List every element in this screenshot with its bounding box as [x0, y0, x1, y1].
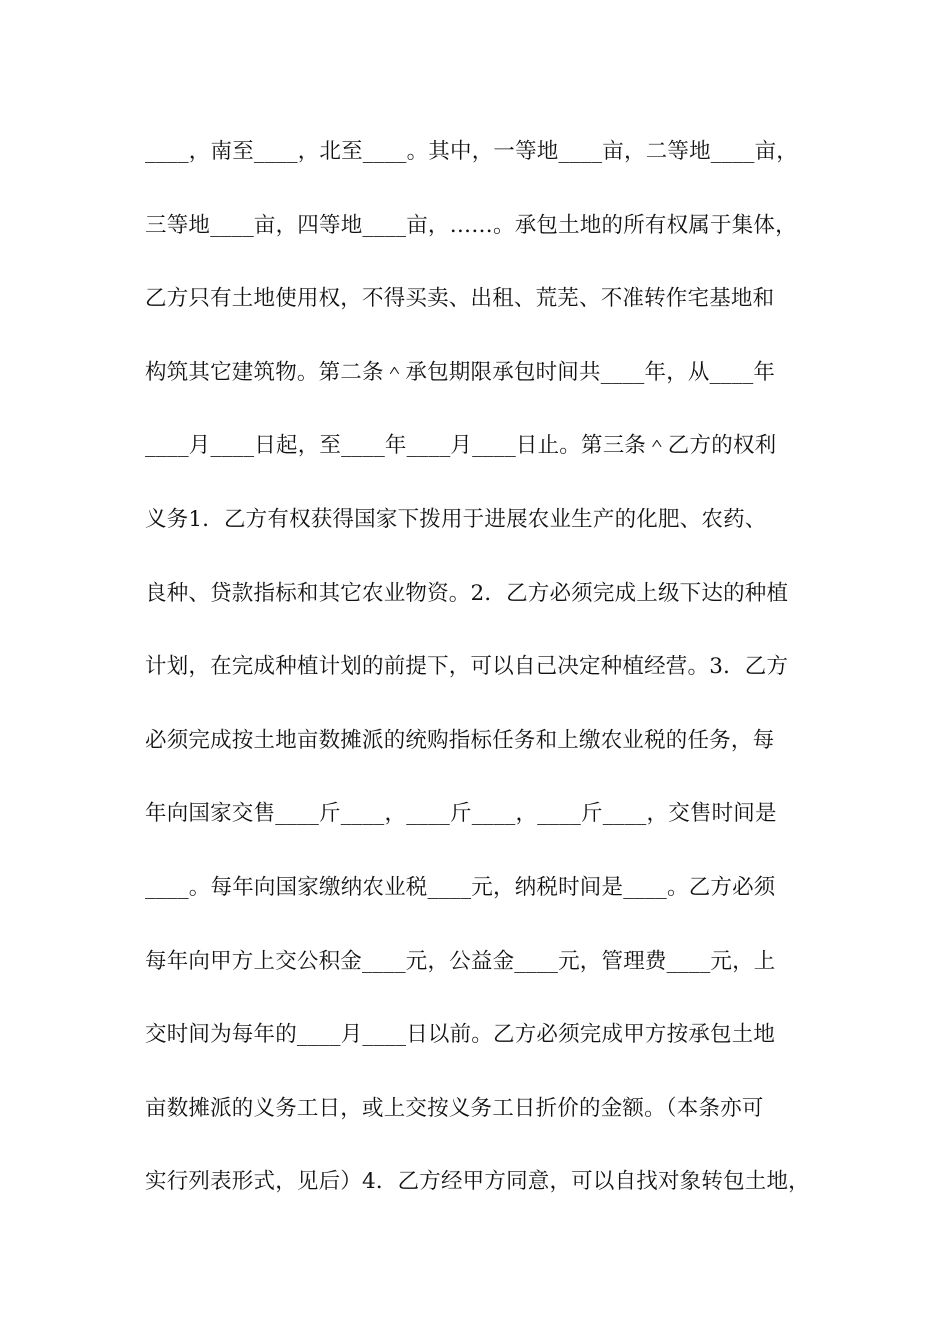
text-line: 良种、贷款指标和其它农业物资。2．乙方必须完成上级下达的种植 [145, 580, 789, 606]
contract-text-body [145, 130, 835, 1234]
text-line: 交时间为每年的____月____日以前。乙方必须完成甲方按承包土地 [145, 1022, 776, 1048]
text-line: 实行列表形式，见后）4．乙方经甲方同意，可以自找对象转包土地， [145, 1169, 810, 1195]
text-line: 亩数摊派的义务工日，或上交按义务工日折价的金额。（本条亦可 [145, 1095, 764, 1121]
text-line: ____月____日起，至____年____月____日止。第三条＾乙方的权利 [145, 433, 777, 459]
text-line: ____。每年向国家缴纳农业税____元，纳税时间是____。乙方必须 [145, 874, 776, 900]
text-line: 乙方只有土地使用权，不得买卖、出租、荒芜、不准转作宅基地和 [145, 286, 775, 312]
text-line: 计划，在完成种植计划的前提下，可以自己决定种植经营。3．乙方 [145, 654, 789, 680]
text-line: 构筑其它建筑物。第二条＾承包期限承包时间共____年，从____年 [145, 359, 776, 385]
text-line: 义务1．乙方有权获得国家下拨用于进展农业生产的化肥、农药、 [145, 506, 767, 532]
text-line: 年向国家交售____斤____，____斤____，____斤____，交售时间是 [145, 801, 777, 827]
text-line: 三等地____亩，四等地____亩，……。承包土地的所有权属于集体， [145, 212, 797, 238]
text-line: 必须完成按土地亩数摊派的统购指标任务和上缴农业税的任务，每 [145, 727, 775, 753]
text-line: 每年向甲方上交公积金____元，公益金____元，管理费____元，上 [145, 948, 776, 974]
text-line: ____，南至____，北至____。其中，一等地____亩，二等地____亩， [145, 139, 799, 164]
